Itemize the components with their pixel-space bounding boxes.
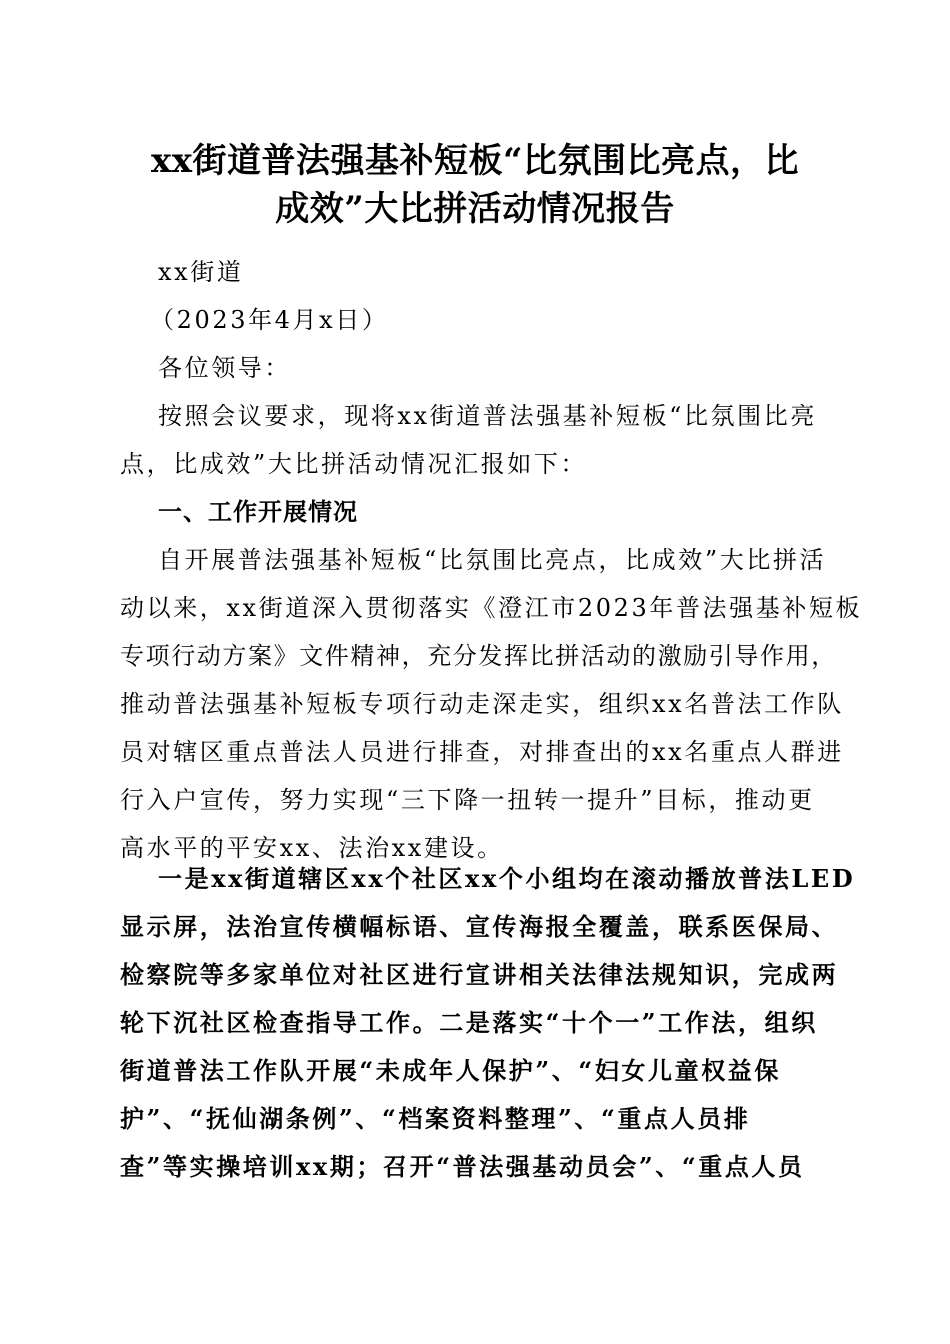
para2-line: 检察院等多家单位对社区进行宣讲相关法律法规知识，完成两 (120, 960, 839, 989)
intro-line-2: 点，比成效”大比拼活动情况汇报如下： (120, 450, 588, 478)
para2-line: 轮下沉社区检查指导工作。二是落实“十个一”工作法，组织 (120, 1008, 818, 1037)
para1-line: 高水平的平安xx、法治xx建设。 (120, 834, 504, 862)
author-line: xx街道 (158, 258, 244, 286)
date-line: （2023年4月x日） (150, 306, 389, 334)
title-line-2: 成效”大比拼活动情况报告 (275, 189, 675, 229)
document-title (100, 137, 850, 233)
para1-line: 专项行动方案》文件精神，充分发挥比拼活动的激励引导作用， (120, 642, 837, 670)
salutation: 各位领导： (158, 354, 291, 382)
para1-line: 自开展普法强基补短板“比氛围比亮点，比成效”大比拼活 (158, 546, 827, 574)
paragraph-2 (120, 855, 856, 1191)
para1-line: 员对辖区重点普法人员进行排查，对排查出的xx名重点人群进 (120, 738, 844, 766)
para2-line: 显示屏，法治宣传横幅标语、宣传海报全覆盖，联系医保局、 (120, 912, 839, 941)
para2-line: 街道普法工作队开展“未成年人保护”、“妇女儿童权益保 (120, 1056, 782, 1085)
para1-line: 行入户宣传，努力实现“三下降一扭转一提升”目标，推动更 (120, 786, 815, 814)
para1-line: 推动普法强基补短板专项行动走深走实，组织xx名普法工作队 (120, 690, 844, 718)
para1-line: 动以来，xx街道深入贯彻落实《澄江市2023年普法强基补短板 (120, 594, 863, 622)
para2-line: 一是xx街道辖区xx个社区xx个小组均在滚动播放普法LED (158, 864, 856, 893)
para2-line: 护”、“抚仙湖条例”、“档案资料整理”、“重点人员排 (120, 1104, 751, 1133)
document-body (120, 248, 863, 872)
title-line-1: xx街道普法强基补短板“比氛围比亮点，比 (150, 141, 800, 181)
para2-line: 查”等实操培训xx期；召开“普法强基动员会”、“重点人员 (120, 1152, 805, 1181)
section-heading: 一、工作开展情况 (158, 498, 358, 526)
intro-line-1: 按照会议要求，现将xx街道普法强基补短板“比氛围比亮 (158, 402, 817, 430)
